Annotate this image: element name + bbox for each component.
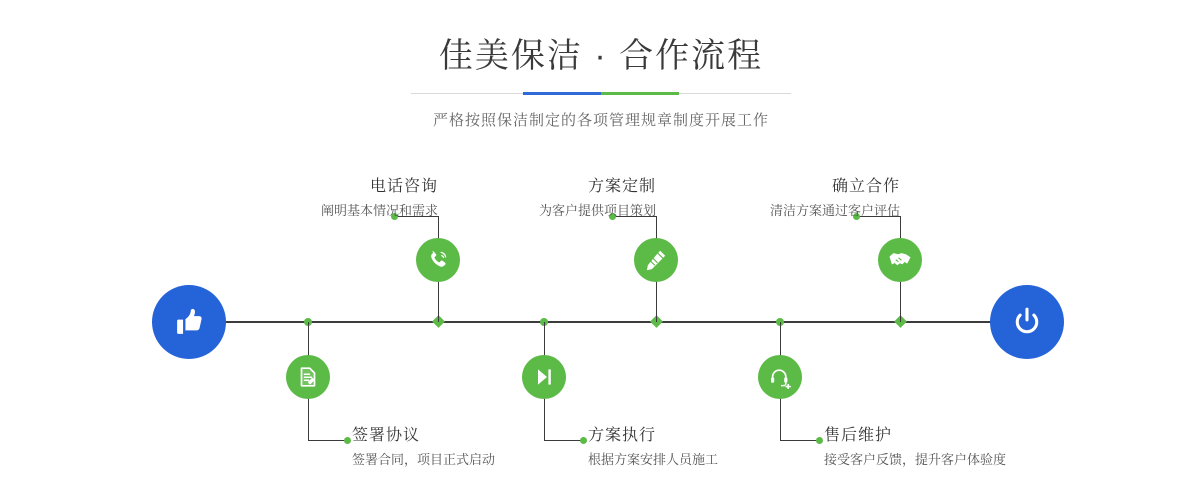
step-desc: 为客户提供项目策划 <box>538 203 656 218</box>
step-desc: 清洁方案通过客户评估 <box>769 203 900 218</box>
contract-edit-icon <box>296 365 320 389</box>
headset-support-icon <box>768 365 792 389</box>
step-icon-phone <box>416 238 460 282</box>
step-desc: 签署合同，项目正式启动 <box>352 452 496 467</box>
power-icon <box>1008 303 1046 341</box>
divider-accent-blue <box>523 92 601 95</box>
timeline-end-icon-circle <box>990 285 1064 359</box>
connector-dot <box>816 437 823 444</box>
step-desc: 根据方案安排人员施工 <box>588 452 719 467</box>
step-label-5 <box>700 176 900 222</box>
pencil-ruler-icon <box>644 248 668 272</box>
phone-call-icon <box>426 248 450 272</box>
timeline-start-icon-circle <box>152 285 226 359</box>
step-icon-support <box>758 355 802 399</box>
step-desc: 阐明基本情况和需求 <box>320 203 438 218</box>
step-title: 签署协议 <box>352 427 421 444</box>
page-subtitle: 严格按照保洁制定的各项管理规章制度开展工作 <box>432 112 769 129</box>
step-label-2 <box>352 425 495 471</box>
step-title: 方案执行 <box>588 427 657 444</box>
timeline-axis <box>152 321 1050 323</box>
connector-horizontal <box>308 440 348 441</box>
connector-horizontal <box>544 440 584 441</box>
page-title: 佳美保洁 · 合作流程 <box>438 37 764 75</box>
connector-dot <box>580 437 587 444</box>
step-label-1 <box>238 176 438 222</box>
divider-accent-green <box>601 92 679 95</box>
step-desc: 接受客户反馈，提升客户体验度 <box>824 452 1007 467</box>
connector-dot <box>344 437 351 444</box>
step-label-3 <box>456 176 656 222</box>
handshake-icon <box>887 247 913 273</box>
process-timeline <box>0 150 1202 502</box>
title-divider <box>411 92 791 95</box>
step-icon-plan <box>634 238 678 282</box>
step-label-6 <box>824 425 1006 471</box>
thumbs-up-icon <box>170 303 208 341</box>
connector-horizontal <box>780 440 820 441</box>
step-icon-handshake <box>878 238 922 282</box>
page-header <box>0 34 1202 130</box>
step-title: 确立合作 <box>831 178 900 195</box>
step-title: 电话咨询 <box>369 178 438 195</box>
play-forward-icon <box>532 365 556 389</box>
step-title: 方案定制 <box>587 178 656 195</box>
step-label-4 <box>588 425 718 471</box>
step-icon-execute <box>522 355 566 399</box>
step-title: 售后维护 <box>824 427 893 444</box>
step-icon-contract <box>286 355 330 399</box>
